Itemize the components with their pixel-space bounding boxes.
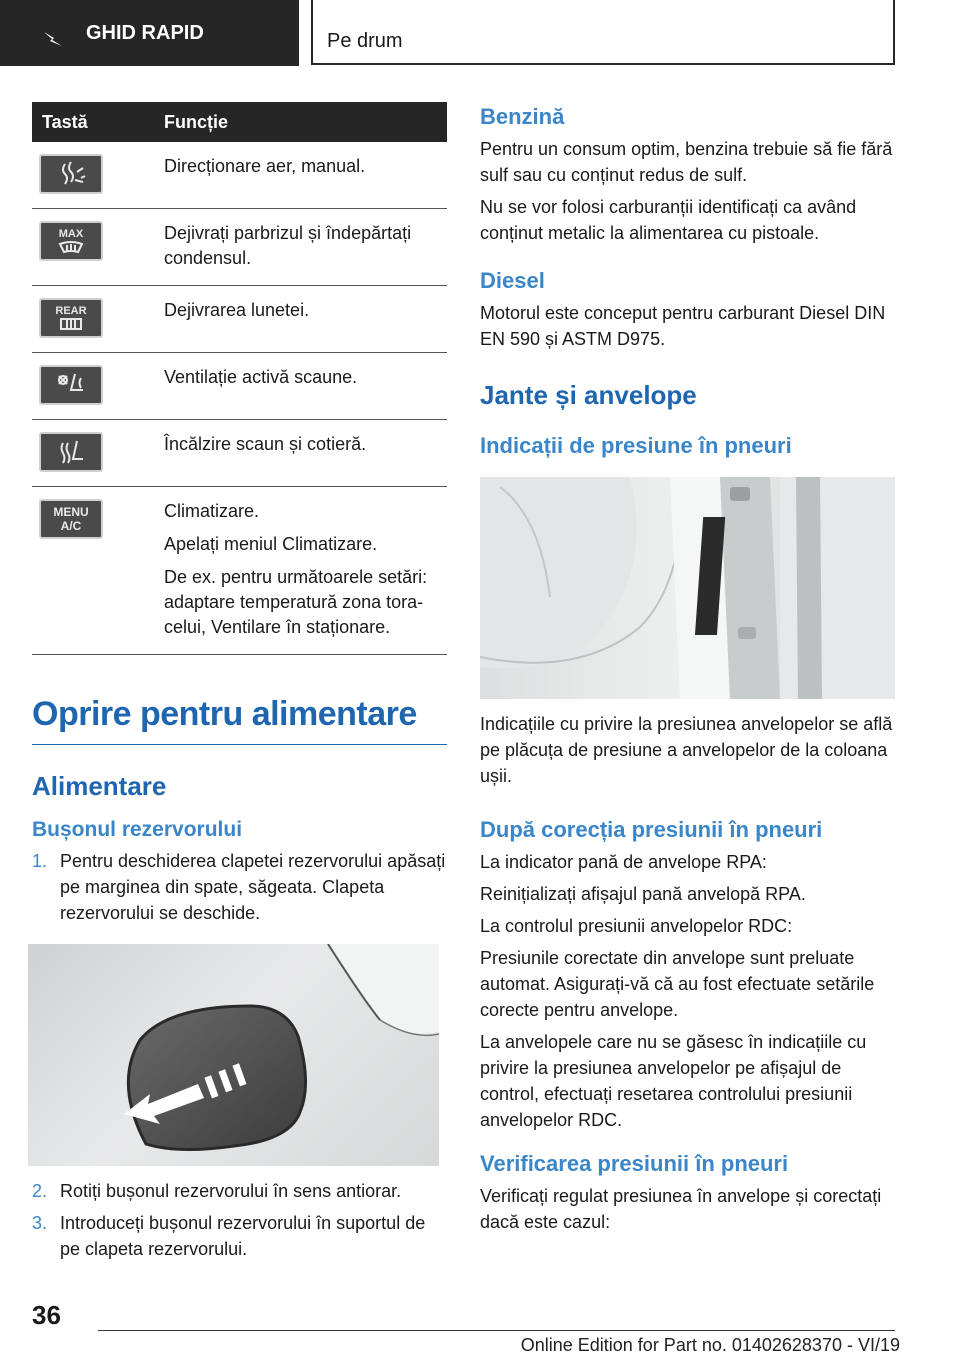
list-item xyxy=(32,848,447,926)
lightning-icon xyxy=(42,30,64,48)
air-distribution-icon xyxy=(39,154,103,194)
topic-heading-pressure-info: Indicații de presiune în pneuri xyxy=(480,433,792,458)
col-header-key: Tastă xyxy=(32,102,164,142)
section-title: Pe drum xyxy=(311,0,895,65)
paragraph: Reinițializați afișajul pană anvelopă RPA. xyxy=(480,884,806,904)
function-cell xyxy=(164,142,447,209)
fuel-flap-figure xyxy=(28,944,439,1166)
function-text: Dejivrarea lunetei. xyxy=(164,300,310,320)
ac-label: A/C xyxy=(60,519,82,533)
table-row xyxy=(32,420,447,487)
page-number: 36 xyxy=(32,1300,61,1330)
menu-ac-icon xyxy=(39,499,103,539)
step-number: 2. xyxy=(32,1181,48,1201)
function-cell xyxy=(164,286,447,353)
topic-heading-petrol: Benzină xyxy=(480,104,565,129)
function-text: Încălzire scaun și cotieră. xyxy=(164,434,367,454)
function-cell xyxy=(164,209,447,286)
max-defrost-icon xyxy=(39,221,103,261)
key-cell xyxy=(32,487,164,655)
subsection-heading-tyres: Jante și anvelope xyxy=(480,380,697,410)
key-cell xyxy=(32,209,164,286)
paragraph: Indicațiile cu privire la presiunea anvelopelor se află pe plăcuța de presiune a anvelopelor de la coloana ușii. xyxy=(480,714,893,786)
paragraph: Motorul este conceput pentru carburant Diesel DIN EN 590 și ASTM D975. xyxy=(480,303,886,349)
topic-heading-check-pressure: Verificarea presiunii în pneuri xyxy=(480,1151,789,1176)
left-column xyxy=(32,102,447,1262)
seat-ventilation-icon xyxy=(39,365,103,405)
function-cell xyxy=(164,487,447,655)
step-text: Rotiți bușonul rezervorului în sens antiorar. xyxy=(60,1181,402,1201)
step-text: Pentru deschiderea clapetei rezervorului apăsați pe marginea din spate, săgeata. Clapeta rezervorului se deschide. xyxy=(60,851,446,923)
subsection-heading: Alimentare xyxy=(32,771,167,801)
table-row xyxy=(32,209,447,286)
step-number: 3. xyxy=(32,1213,48,1233)
paragraph: Verificați regulat presiunea în anvelope și corectați dacă este cazul: xyxy=(480,1186,882,1232)
list-item xyxy=(32,1178,447,1204)
rear-label: REAR xyxy=(55,305,87,317)
function-cell xyxy=(164,353,447,420)
step-text: Introduceți bușonul rezervorului în suportul de pe clapeta rezervorului. xyxy=(60,1213,426,1259)
function-text: Ventilație activă scaune. xyxy=(164,367,358,387)
section-heading-wrap xyxy=(32,695,447,745)
paragraph: Nu se vor folosi carburanții identificați ca având conținut metalic la alimentarea cu pistoale. xyxy=(480,197,857,243)
function-text: Dejivrați parbrizul și îndepărtați condensul. xyxy=(164,223,412,268)
paragraph: La anvelopele care nu se găsesc în indicațiile cu privire la presiunea anvelopelor pe afișajul de control, efectuați resetarea controlului presiunii anvelopelor RDC. xyxy=(480,1032,867,1130)
quick-guide-tab[interactable] xyxy=(0,0,299,66)
quick-guide-label: GHID RAPID xyxy=(86,21,204,44)
seat-heating-icon xyxy=(39,432,103,472)
paragraph: La indicator pană de anvelope RPA: xyxy=(480,852,767,872)
edition-text: Online Edition for Part no. 01402628370 - VI/19 xyxy=(520,1335,900,1355)
topic-heading-after-correction: După corecția presiunii în pneuri xyxy=(480,817,823,842)
max-label: MAX xyxy=(58,228,84,240)
paragraph: Pentru un consum optim, benzina trebuie să fie fără sulf sau cu conținut redus de sulf. xyxy=(480,139,893,185)
table-row xyxy=(32,142,447,209)
col-header-function-label: Funcție xyxy=(164,111,229,132)
key-cell xyxy=(32,286,164,353)
door-pillar-figure xyxy=(480,477,895,699)
steps-list-a xyxy=(32,848,447,926)
table-row xyxy=(32,487,447,655)
function-cell xyxy=(164,420,447,487)
footer-divider xyxy=(98,1330,895,1331)
step-number: 1. xyxy=(32,851,48,871)
topic-heading: Bușonul rezervorului xyxy=(32,818,243,841)
paragraph: Presiunile corectate din anvelope sunt preluate automat. Asigurați-vă că au fost efectuate setările corecte pentru anvelope. xyxy=(480,948,875,1020)
col-header-function xyxy=(164,102,447,142)
right-column xyxy=(480,102,895,1235)
paragraph: La controlul presiunii anvelopelor RDC: xyxy=(480,916,793,936)
page-header xyxy=(0,0,960,66)
topic-heading-diesel: Diesel xyxy=(480,268,545,293)
key-cell xyxy=(32,353,164,420)
function-text: Climatizare. xyxy=(164,501,260,521)
function-text: Direcționare aer, manual. xyxy=(164,156,366,176)
steps-list-b xyxy=(32,1178,447,1262)
section-heading: Oprire pentru alimentare xyxy=(32,695,417,733)
key-cell xyxy=(32,420,164,487)
function-text: De ex. pentru următoarele setări: adaptare temperatură zona toracelui, Ventilare în staționare. xyxy=(164,567,428,637)
rear-defrost-icon xyxy=(39,298,103,338)
list-item xyxy=(32,1210,447,1262)
key-cell xyxy=(32,142,164,209)
climate-keys-table xyxy=(32,102,447,655)
table-row xyxy=(32,353,447,420)
function-text: Apelați meniul Climatizare. xyxy=(164,534,378,554)
table-row xyxy=(32,286,447,353)
menu-label: MENU xyxy=(53,505,89,519)
